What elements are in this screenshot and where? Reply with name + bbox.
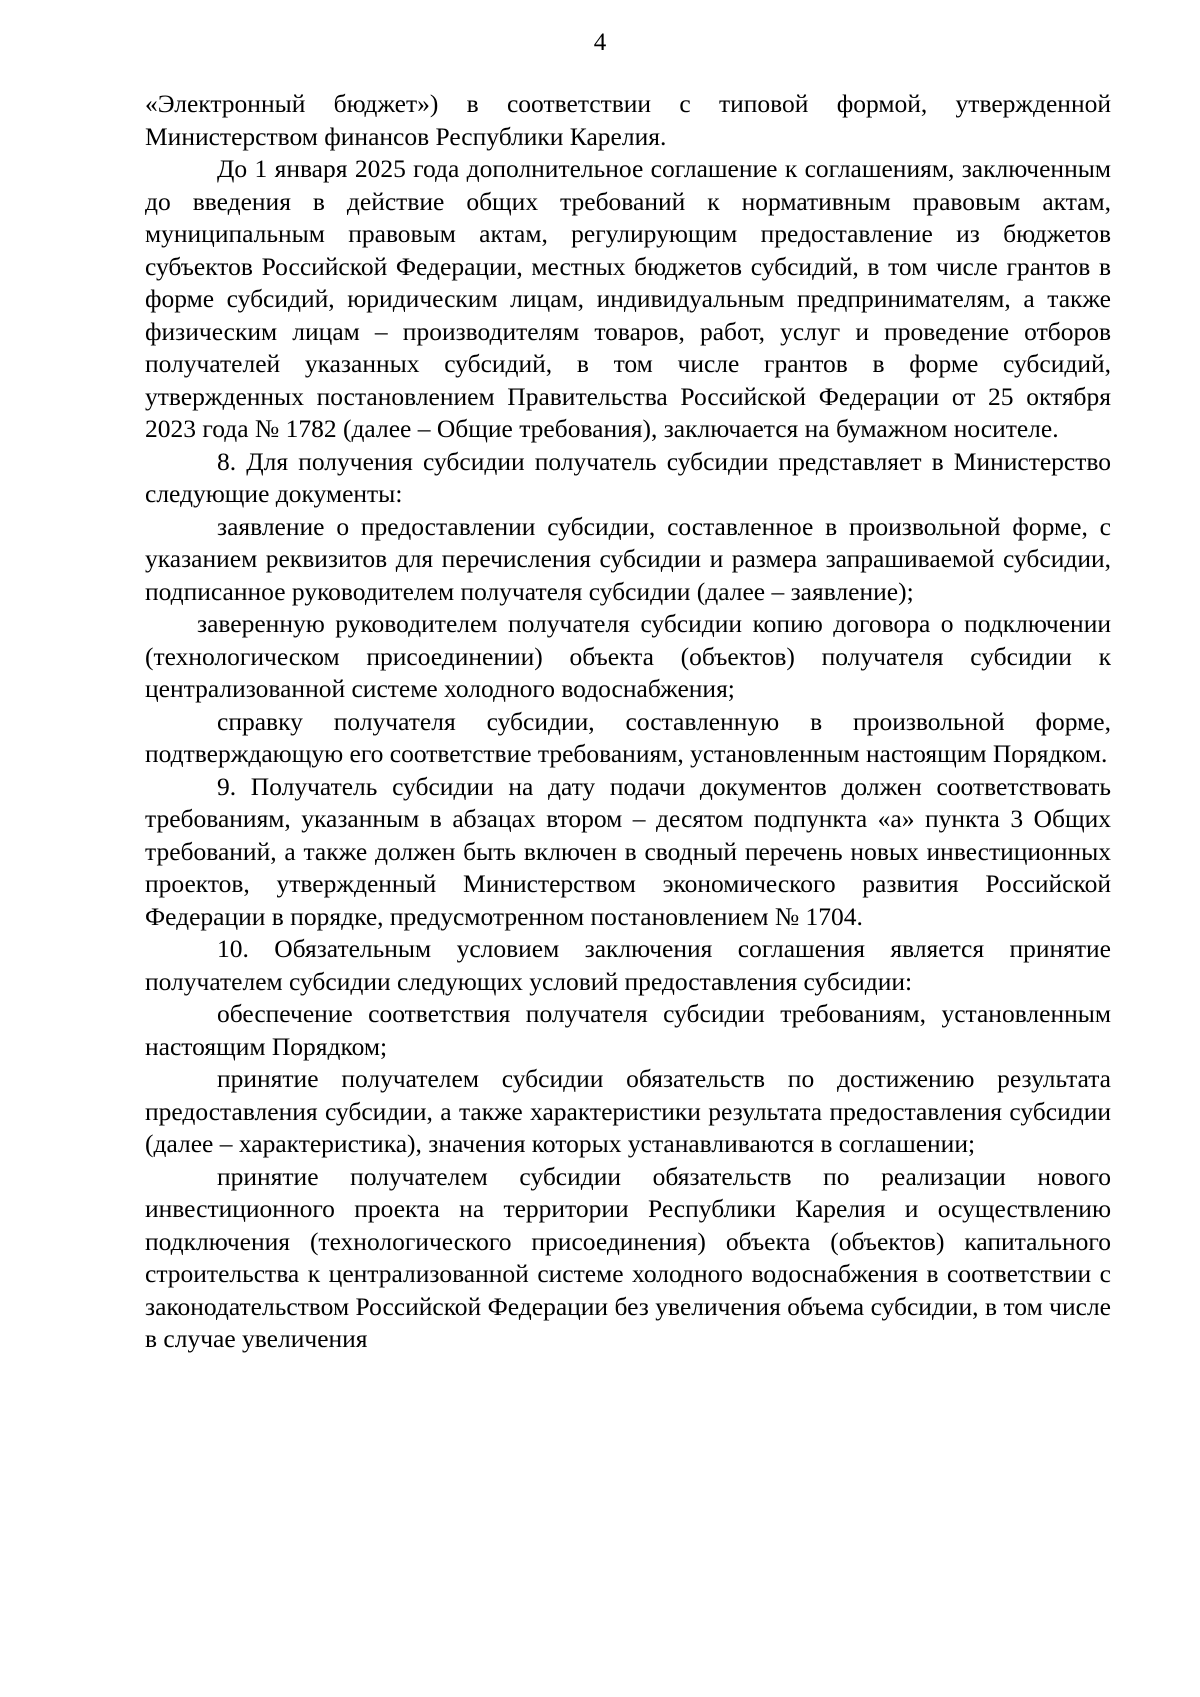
paragraph-obligations-project: принятие получателем субсидии обязательств по реализации нового инвестиционного проекта на территории Республики Карелия и осуществлению подключения (технологического присоединения) объекта (объектов) капитального строительства к централизованной системе холодного водоснабжения в соответствии с законодательством Российской Федерации без увеличения объема субсидии, в том числе в случае увеличения <box>145 1161 1111 1353</box>
paragraph-application: заявление о предоставлении субсидии, составленное в произвольной форме, с указанием реквизитов для перечисления субсидии и размера запрашиваемой субсидии, подписанное руководителем получателя субсидии (далее – заявление); <box>145 511 1111 606</box>
document-body <box>145 88 1111 1356</box>
paragraph-item-8: 8. Для получения субсидии получатель субсидии представляет в Министерство следующие документы: <box>145 446 1111 508</box>
paragraph-compliance: обеспечение соответствия получателя субсидии требованиям, установленным настоящим Порядком; <box>145 999 1111 1061</box>
paragraph-additional-agreement: До 1 января 2025 года дополнительное соглашение к соглашениям, заключенным до введения в действие общих требований к нормативным правовым актам, муниципальным правовым актам, регулирующим предоставление из бюджетов субъектов Российской Федерации, местных бюджетов субсидий, в том числе грантов в форме субсидий, юридическим лицам, индивидуальным предпринимателям, а также физическим лицам – производителям товаров, работ, услуг и проведение отборов получателей указанных субсидий, в том числе грантов в форме субсидий, утвержденных постановлением Правительства Российской Федерации от 25 октября 2023 года № 1782 (далее – Общие требования), заключается на бумажном носителе. <box>145 154 1111 443</box>
paragraph-item-9: 9. Получатель субсидии на дату подачи документов должен соответствовать требованиям, указанным в абзацах втором – десятом подпункта «а» пункта 3 Общих требований, а также должен быть включен в сводный перечень новых инвестиционных проектов, утвержденный Министерством экономического развития Российской Федерации в порядке, предусмотренном постановлением № 1704. <box>145 771 1111 931</box>
paragraph-obligations-result: принятие получателем субсидии обязательств по достижению результата предоставления субсидии, а также характеристики результата предоставления субсидии (далее – характеристика), значения которых устанавливаются в соглашении; <box>145 1064 1111 1158</box>
paragraph-contract-copy: заверенную руководителем получателя субсидии копию договора о подключении (технологическом присоединении) объекта (объектов) получателя субсидии к централизованной системе холодного водоснабжения; <box>145 609 1111 703</box>
page-number: 4 <box>593 29 607 56</box>
paragraph-item-10: 10. Обязательным условием заключения соглашения является принятие получателем субсидии следующих условий предоставления субсидии: <box>145 934 1111 996</box>
paragraph-certificate: справку получателя субсидии, составленную в произвольной форме, подтверждающую его соответствие требованиям, установленным настоящим Порядком. <box>145 706 1111 768</box>
paragraph-continuation: «Электронный бюджет») в соответствии с типовой формой, утвержденной Министерством финансов Республики Карелия. <box>145 89 1111 151</box>
